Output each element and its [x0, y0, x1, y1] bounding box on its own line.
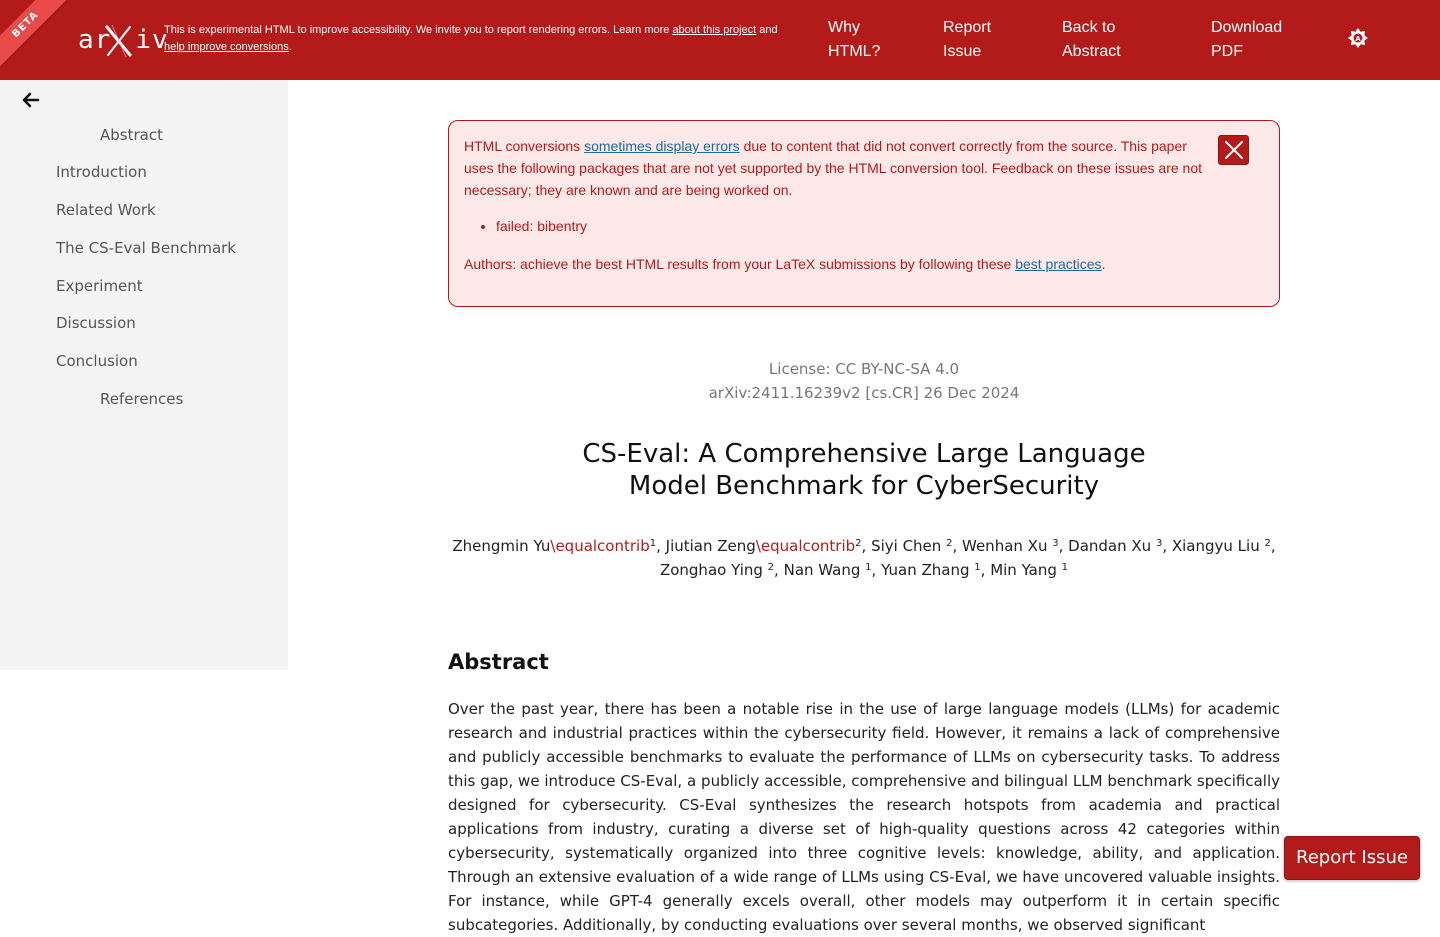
author-separator: ,: [656, 537, 666, 555]
report-issue-button[interactable]: Report Issue: [1284, 836, 1420, 880]
author-name: Jiutian Zeng: [665, 537, 756, 555]
author-affiliation: 3: [1052, 538, 1059, 549]
nav-download-line1: Download: [1211, 19, 1283, 36]
authors-row-1: [448, 534, 1280, 558]
failed-package-item: • failed: bibentry: [496, 215, 1215, 237]
author-affiliation: 2: [855, 538, 862, 549]
advice-text-end: .: [1101, 256, 1106, 272]
author-separator: ,: [952, 537, 962, 555]
nav-why-html-line1: Why: [828, 19, 860, 36]
toc-item-introduction[interactable]: Introduction: [56, 163, 147, 181]
author-affiliation: 1: [649, 538, 657, 549]
arrow-left-icon[interactable]: [20, 90, 42, 110]
author-affiliation: 2: [946, 538, 953, 549]
author: [871, 537, 962, 555]
nav-download-line2: PDF: [1211, 43, 1243, 60]
paper-title: [560, 438, 1168, 502]
author-name: Zonghao Ying: [659, 561, 768, 579]
author: [452, 537, 665, 555]
nav-why-html-line2: HTML?: [828, 43, 881, 60]
arxiv-x-mark-icon: [104, 21, 134, 59]
author-name: Nan Wang: [783, 561, 866, 579]
warning-paragraph: [464, 135, 1215, 201]
author-name: Wenhan Xu: [962, 537, 1053, 555]
author: [660, 561, 784, 579]
authors-advice: [464, 253, 1215, 275]
arxiv-logo-wordmark: ar iv: [78, 25, 169, 55]
author-separator: ,: [774, 561, 784, 579]
author-separator: ,: [861, 537, 872, 555]
conversion-warning-box: [448, 120, 1280, 307]
author-name: Min Yang: [990, 561, 1062, 579]
author: [666, 537, 871, 555]
toc-item-related-work[interactable]: Related Work: [56, 201, 156, 219]
nav-report-issue[interactable]: [943, 16, 991, 64]
paper-title-line2: Model Benchmark for CyberSecurity: [628, 471, 1100, 501]
author-separator: ,: [1270, 537, 1276, 555]
author-affiliation: 1: [1061, 562, 1069, 573]
nav-back-line2: Abstract: [1062, 43, 1121, 60]
table-of-contents: [0, 80, 288, 670]
author-macro: \equalcontrib: [755, 537, 856, 555]
author: [990, 561, 1068, 579]
author: [881, 561, 990, 579]
license-line: License: CC BY-NC-SA 4.0: [768, 360, 960, 378]
toc-item-conclusion[interactable]: Conclusion: [56, 352, 138, 370]
author: [784, 561, 881, 579]
theme-toggle-icon[interactable]: [1348, 28, 1368, 48]
abstract-text: Over the past year, there has been a notable rise in the use of large language models (LLMs) for academic research and industrial practices within the cybersecurity field. However, it remains a lack of comprehensive and publicly accessible benchmarks to evaluate the performance of LLMs on cybersecurity tasks. To address this gap, we introduce CS-Eval, a publicly accessible, comprehensive and bilingual LLM benchmark specifically designed for cybersecurity. CS-Eval synthesizes the research hotspots from academia and practical applications from industry, curating a diverse set of high-quality questions across 42 categories within cybersecurity, systematically organized into three cognitive levels: knowledge, ability, and application. Through an extensive evaluation of a wide range of LLMs using CS-Eval, we have uncovered valuable insights. For instance, while GPT-4 generally excels overall, other models may outperform it in certain specific subcategories. Additionally, by conducting evaluations over several months, we observed significant: [448, 700, 1280, 934]
author-affiliation: 2: [767, 562, 775, 573]
nav-report-line1: Report: [943, 19, 992, 36]
author: [1172, 537, 1276, 555]
nav-report-line2: Issue: [943, 43, 982, 60]
author-affiliation: 3: [1155, 538, 1163, 549]
author-name: Dandan Xu: [1068, 537, 1156, 555]
authors-row-2: [448, 558, 1280, 582]
beta-ribbon: BETA: [0, 0, 76, 75]
svg-text:A: A: [1355, 35, 1361, 43]
experimental-html-notice: [164, 22, 814, 56]
author-name: Xiangyu Liu: [1171, 537, 1265, 555]
sometimes-display-errors-link[interactable]: sometimes display errors: [584, 138, 740, 154]
notice-text: This is experimental HTML to improve accessibility. We invite you to report rendering errors. Learn more: [164, 24, 673, 36]
about-project-link[interactable]: about this project: [672, 24, 757, 36]
author-separator: ,: [1058, 537, 1069, 555]
nav-back-line1: Back to: [1062, 19, 1116, 36]
close-warning-button[interactable]: [1218, 135, 1249, 165]
author-name: Zhengmin Yu: [452, 537, 551, 555]
abstract-heading: Abstract: [448, 650, 549, 674]
warning-text: HTML conversions: [464, 138, 585, 154]
author-name: Yuan Zhang: [881, 561, 975, 579]
warning-text-continued: due to content that did not convert correctly from the source. This paper uses the following packages that are not yet supported by the HTML conversion tool. Feedback on these issues are not necessary; they are known and are being worked on.: [464, 138, 1203, 198]
arxiv-logo[interactable]: [78, 22, 169, 58]
toc-item-experiment[interactable]: Experiment: [56, 277, 143, 295]
author-affiliation: 2: [1264, 538, 1271, 549]
author-affiliation: 1: [865, 562, 872, 573]
notice-text-middle: and: [756, 24, 778, 36]
nav-download-pdf[interactable]: [1211, 16, 1282, 64]
author-separator: ,: [980, 561, 991, 579]
failed-packages-list: [496, 215, 1215, 237]
author-name: Siyi Chen: [871, 537, 947, 555]
arxiv-id-line: arXiv:2411.16239v2 [cs.CR] 26 Dec 2024: [708, 384, 1020, 402]
author: [962, 537, 1068, 555]
toc-item-benchmark[interactable]: The CS-Eval Benchmark: [56, 239, 236, 257]
toc-item-discussion[interactable]: Discussion: [56, 314, 136, 332]
best-practices-link[interactable]: best practices: [1015, 256, 1102, 272]
nav-why-html[interactable]: [828, 16, 880, 64]
advice-text: Authors: achieve the best HTML results from your LaTeX submissions by following these: [464, 256, 1016, 272]
close-icon: [1223, 139, 1245, 161]
nav-back-to-abstract[interactable]: [1062, 16, 1121, 64]
author-macro: \equalcontrib: [550, 537, 650, 555]
author-affiliation: 1: [974, 562, 981, 573]
toc-item-references[interactable]: References: [100, 390, 184, 408]
help-improve-conversions-link[interactable]: help improve conversions: [164, 41, 289, 53]
author-separator: ,: [871, 561, 882, 579]
author-separator: ,: [1162, 537, 1172, 555]
top-banner: [0, 0, 1440, 80]
toc-item-abstract[interactable]: Abstract: [100, 126, 163, 144]
author: [1068, 537, 1172, 555]
paper-title-line1: CS-Eval: A Comprehensive Large Language: [582, 439, 1146, 469]
notice-text-end: .: [288, 41, 292, 53]
